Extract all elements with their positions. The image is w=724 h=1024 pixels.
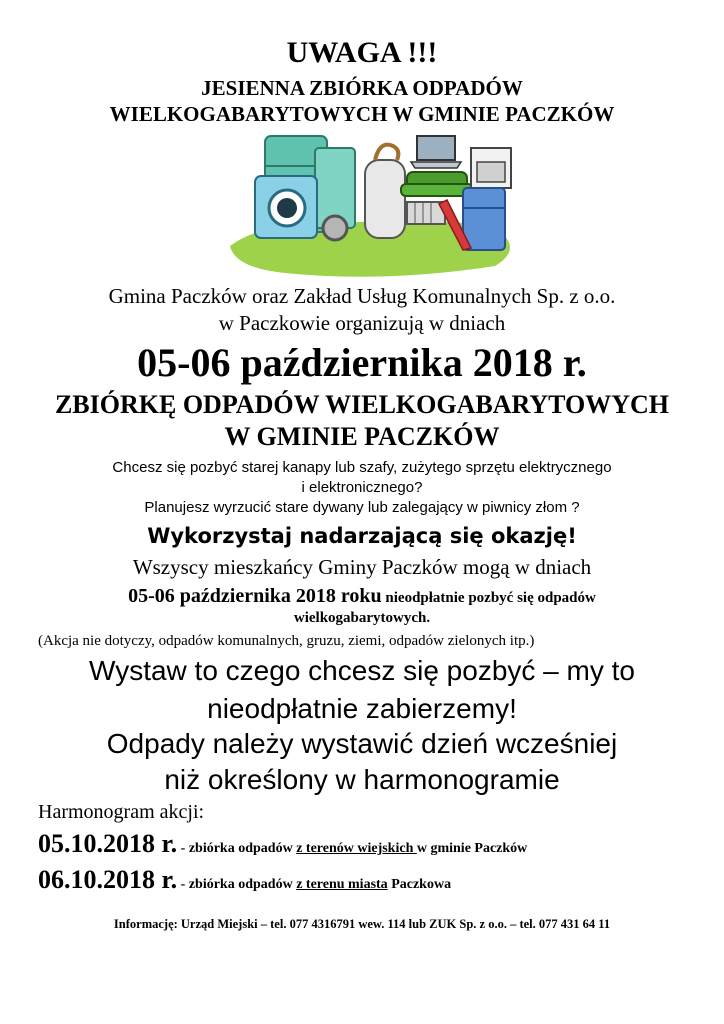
exclusion-note: (Akcja nie dotyczy, odpadów komunalnych, gruzu, ziemi, odpadów zielonych itp.) xyxy=(38,633,535,649)
schedule-pre: - zbiórka odpadów xyxy=(177,841,297,856)
residents-line-2 xyxy=(0,585,724,608)
schedule-heading: Harmonogram akcji: xyxy=(38,801,205,823)
bulky-waste-illustration xyxy=(225,128,525,278)
schedule-post: w gminie Paczków xyxy=(416,841,528,856)
question-1b: i elektronicznego? xyxy=(301,479,423,496)
call-line-4: niż określony w harmonogramie xyxy=(164,764,560,795)
event-dates: 05-06 października 2018 r. xyxy=(137,340,587,385)
residents-dates: 05-06 października 2018 roku xyxy=(128,585,382,607)
intro-line-1: Gmina Paczków oraz Zakład Usług Komunalnych Sp. z o.o. xyxy=(108,284,616,308)
intro-line-2: w Paczkowie organizują w dniach xyxy=(218,311,506,335)
residents-rest: nieodpłatnie pozbyć się odpadów xyxy=(381,590,596,606)
footer-contact: Informację: Urząd Miejski – tel. 077 4316791 wew. 114 lub ZUK Sp. z o.o. – tel. 077 431 64 11 xyxy=(113,917,611,931)
call-line-3: Odpady należy wystawić dzień wcześniej xyxy=(106,728,618,759)
call-line-2: nieodpłatnie zabierzemy! xyxy=(207,693,517,724)
residents-line-3: wielkogabarytowych. xyxy=(293,610,431,626)
schedule-area: z terenu miasta xyxy=(296,877,388,892)
call-line-1: Wystaw to czego chcesz się pozbyć – my to xyxy=(89,655,635,686)
residents-line-1: Wszyscy mieszkańcy Gminy Paczków mogą w dniach xyxy=(132,555,592,579)
schedule-row xyxy=(38,829,527,859)
schedule-pre: - zbiórka odpadów xyxy=(177,877,297,892)
boiler xyxy=(365,160,405,238)
blue-fridge xyxy=(463,188,505,250)
tyre xyxy=(323,216,347,240)
header-line-1: JESIENNA ZBIÓRKA ODPADÓW xyxy=(201,76,523,100)
schedule-row xyxy=(38,865,451,895)
question-1a: Chcesz się pozbyć starej kanapy lub szafy, zużytego sprzętu elektrycznego xyxy=(112,459,612,476)
subject-line-2: W GMINIE PACZKÓW xyxy=(224,422,500,451)
schedule-area: z terenów wiejskich xyxy=(296,841,417,856)
schedule-post: Paczkowa xyxy=(387,877,452,892)
subject-line-1: ZBIÓRKĘ ODPADÓW WIELKOGABARYTOWYCH xyxy=(54,390,670,419)
page-title: UWAGA !!! xyxy=(286,36,438,69)
laptop xyxy=(417,136,455,160)
header-line-2: WIELKOGABARYTOWYCH W GMINIE PACZKÓW xyxy=(109,102,615,126)
slogan: Wykorzystaj nadarzającą się okazję! xyxy=(147,524,577,548)
question-2: Planujesz wyrzucić stare dywany lub zalegający w piwnicy złom ? xyxy=(144,499,580,516)
schedule-date: 06.10.2018 r. xyxy=(38,865,178,894)
schedule-date: 05.10.2018 r. xyxy=(38,829,178,858)
